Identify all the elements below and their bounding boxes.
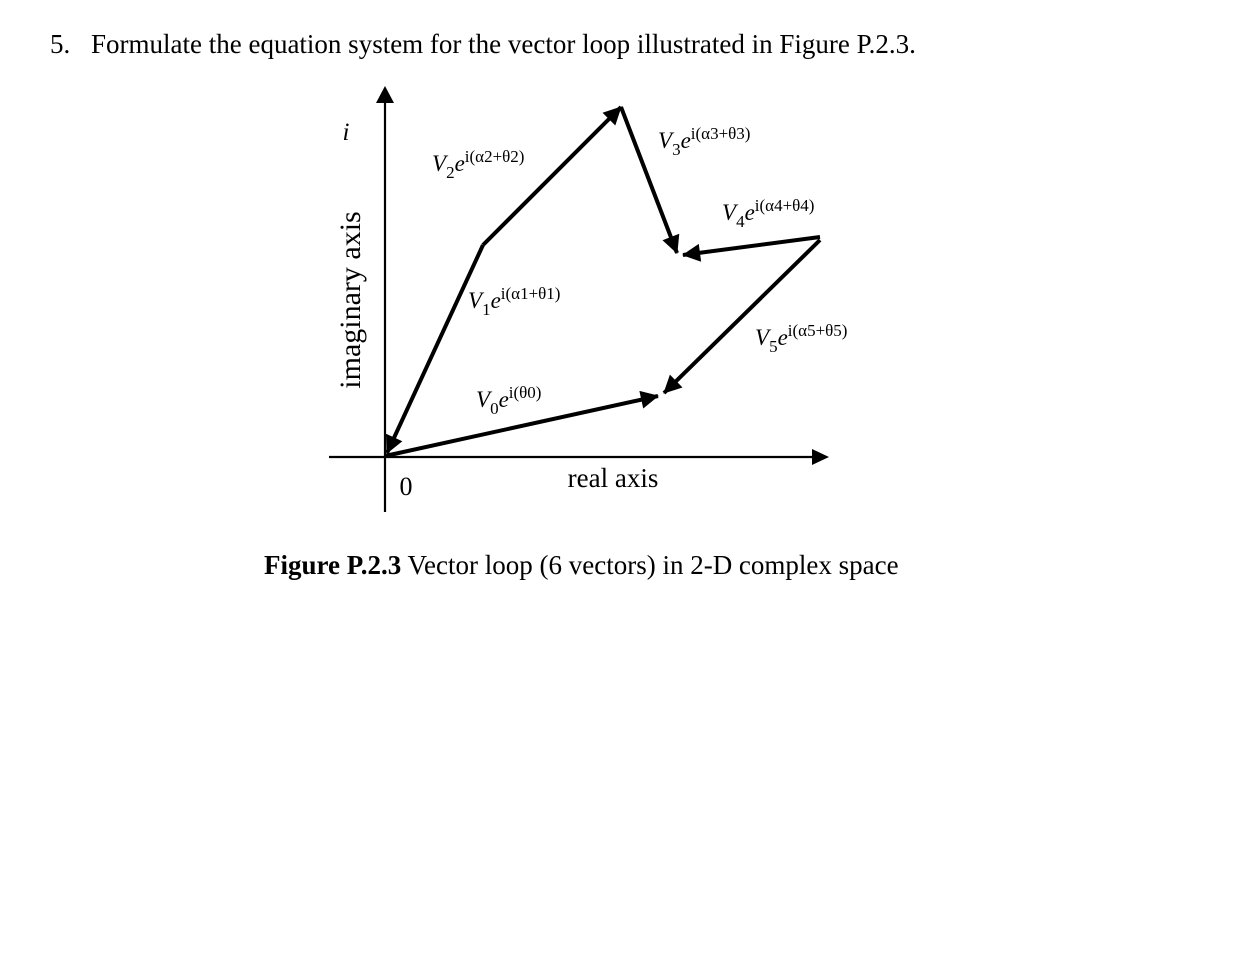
vector-label-v2-e: e xyxy=(454,151,465,176)
vector-label-v0-sup: i(θ0) xyxy=(508,383,542,402)
vector-label-v1-e: e xyxy=(490,288,501,313)
vector-label-v5 xyxy=(755,321,847,356)
vector-label-v3-sub: 3 xyxy=(672,140,681,159)
vector-v2 xyxy=(483,107,621,245)
vector-label-v3-sup: i(α3+θ3) xyxy=(690,124,751,143)
vector-label-v3-base: V xyxy=(658,128,673,153)
vector-label-v0 xyxy=(476,383,541,418)
vector-label-v2-base: V xyxy=(432,151,447,176)
vector-label-v2-sub: 2 xyxy=(446,163,455,182)
real-axis-arrow xyxy=(812,449,829,465)
vector-v4 xyxy=(683,237,820,255)
vector-label-v1-base: V xyxy=(468,288,483,313)
figure-caption xyxy=(264,547,899,583)
vector-v0 xyxy=(385,396,658,456)
vector-label-v5-sup: i(α5+θ5) xyxy=(787,321,848,340)
vector-label-v1-sup: i(α1+θ1) xyxy=(500,284,561,303)
vector-label-v4 xyxy=(722,196,814,231)
vector-label-v0-e: e xyxy=(498,387,509,412)
question-number: 5. xyxy=(50,29,71,59)
vector-label-v5-e: e xyxy=(777,325,788,350)
vector-label-v0-sub: 0 xyxy=(490,399,499,418)
vector-label-v1 xyxy=(468,284,560,319)
imaginary-axis-arrow xyxy=(376,86,394,103)
imaginary-axis-symbol: i xyxy=(342,119,350,146)
vector-label-v5-sub: 5 xyxy=(769,337,778,356)
vector-label-v3 xyxy=(658,124,750,159)
vector-label-v3-e: e xyxy=(680,128,691,153)
vector-v5 xyxy=(664,240,820,393)
question-body: Formulate the equation system for the vector loop illustrated in Figure P.2.3. xyxy=(91,29,916,59)
real-axis-label: real axis xyxy=(567,463,659,493)
vector-label-v4-base: V xyxy=(722,200,737,225)
vector-label-v5-base: V xyxy=(755,325,770,350)
figure-caption-label: Figure P.2.3 xyxy=(264,550,402,580)
origin-label: 0 xyxy=(399,472,413,501)
vector-label-v4-sup: i(α4+θ4) xyxy=(754,196,815,215)
vector-label-v0-base: V xyxy=(476,387,491,412)
vector-label-v4-sub: 4 xyxy=(736,212,745,231)
figure-caption-text: Vector loop (6 vectors) in 2-D complex space xyxy=(401,550,899,580)
vector-label-v1-sub: 1 xyxy=(482,300,491,319)
vector-label-v4-e: e xyxy=(744,200,755,225)
imaginary-axis-label: imaginary axis xyxy=(334,211,367,389)
vector-label-v2-sup: i(α2+θ2) xyxy=(464,147,525,166)
vector-label-v2 xyxy=(432,147,524,182)
vector-v1 xyxy=(387,245,483,453)
